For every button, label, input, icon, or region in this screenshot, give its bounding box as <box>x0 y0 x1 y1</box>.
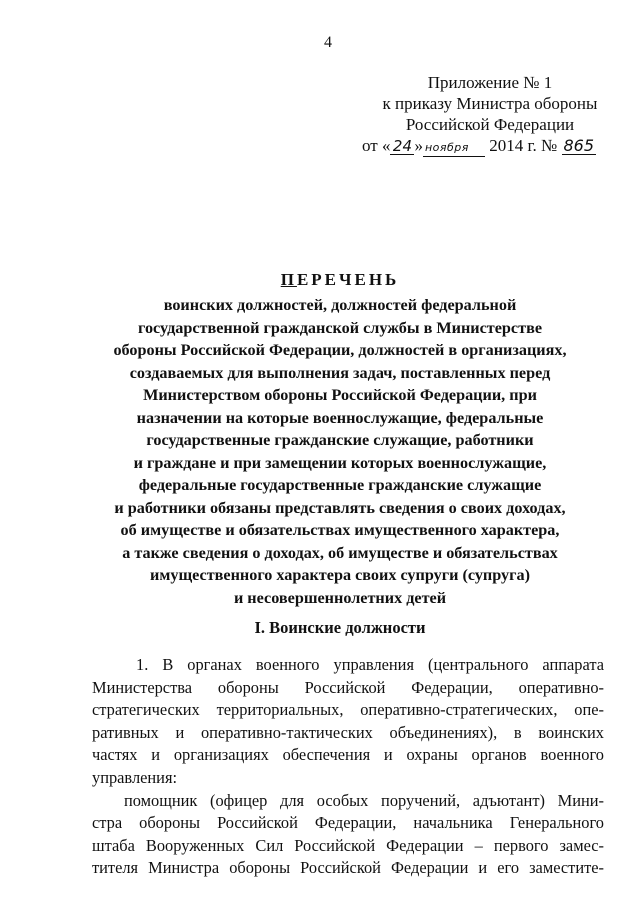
paragraph-2 <box>92 790 604 880</box>
title-rest: ЕРЕЧЕНЬ <box>296 270 400 289</box>
paragraph-1 <box>92 654 604 790</box>
page-number: 4 <box>324 34 332 51</box>
subtitle-line: а также сведения о доходах, об имуществе и обязательствах <box>122 543 558 562</box>
appendix-order-ref: к приказу Министра обороны <box>382 94 598 113</box>
appendix-date-line <box>360 135 620 157</box>
paragraph-line: Министерства обороны Российской Федерации, оперативно- <box>92 677 604 697</box>
subtitle-line: и работники обязаны представлять сведения о своих доходах, <box>114 498 566 517</box>
subtitle-line: об имуществе и обязательствах имущественного характера, <box>120 521 560 539</box>
subtitle-line: и граждане и при замещении которых военнослужащие, <box>133 453 547 472</box>
handwritten-day: 24 <box>390 138 414 155</box>
appendix-block <box>360 72 620 157</box>
paragraph-line: штаба Вооруженных Сил Российской Федерации – первого замес- <box>92 835 604 855</box>
section-heading: I. Воинские должности <box>254 618 426 637</box>
subtitle-line: государственные гражданские служащие, работники <box>146 431 534 449</box>
subtitle-line: Министерством обороны Российской Федерации, при <box>143 386 537 404</box>
handwritten-month: ноября <box>423 140 485 157</box>
appendix-org: Российской Федерации <box>405 115 575 134</box>
subtitle-line: государственной гражданской службы в Министерстве <box>138 318 542 337</box>
date-prefix: от « <box>362 136 391 155</box>
paragraph-line: помощник (офицер для особых поручений, адъютант) Мини- <box>124 790 604 810</box>
paragraph-line: стра обороны Российской Федерации, начальника Генерального <box>92 813 604 833</box>
subtitle-line: федеральные государственные гражданские служащие <box>138 476 542 494</box>
appendix-title: Приложение № 1 <box>427 73 553 92</box>
date-year: 2014 г. № <box>489 136 558 155</box>
document-subtitle <box>80 294 600 609</box>
paragraph-line: 1. В органах военного управления (центрального аппарата <box>136 655 604 674</box>
paragraph-line: управления: <box>92 767 178 787</box>
paragraph-line: стратегических территориальных, оперативно-стратегических, опе- <box>92 700 604 720</box>
handwritten-order-number: 865 <box>563 136 595 155</box>
paragraph-line: частях и организациях обеспечения и охраны органов военного <box>92 745 604 765</box>
document-body <box>92 654 604 880</box>
subtitle-line: обороны Российской Федерации, должностей в организациях, <box>113 341 567 359</box>
title-first-letter: П <box>280 270 297 289</box>
document-title-block <box>80 270 600 609</box>
paragraph-line: тителя Министра обороны Российской Федерации и его заместите- <box>92 858 604 878</box>
document-title <box>80 270 600 290</box>
subtitle-line: назначении на которые военнослужащие, федеральные <box>136 408 544 427</box>
subtitle-line: и несовершеннолетних детей <box>233 588 447 607</box>
subtitle-line: создаваемых для выполнения задач, поставленных перед <box>129 363 551 382</box>
subtitle-line: имущественного характера своих супруги (супруга) <box>150 566 530 584</box>
paragraph-line: ративных и оперативно-тактических объединениях), в воинских <box>92 722 604 742</box>
subtitle-line: воинских должностей, должностей федеральной <box>163 296 517 314</box>
date-quote-close: » <box>414 136 423 155</box>
